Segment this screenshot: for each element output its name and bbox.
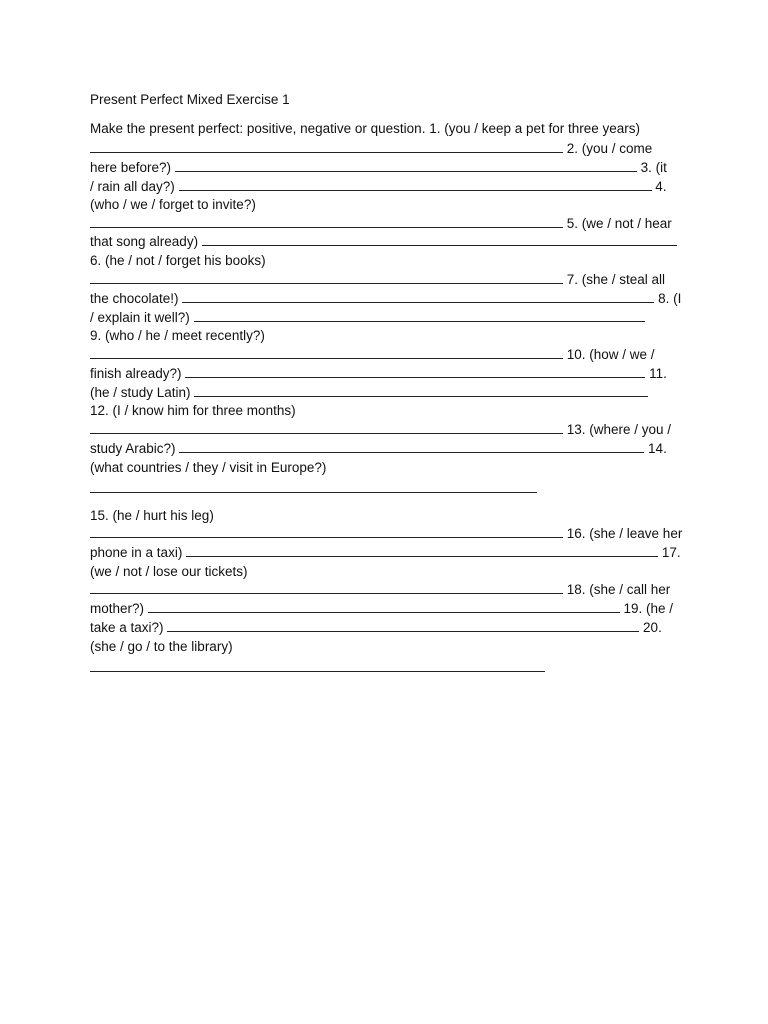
answer-blank[interactable] <box>90 215 563 228</box>
exercise-line <box>90 525 682 543</box>
exercise-line <box>90 252 266 270</box>
answer-blank[interactable] <box>202 233 677 246</box>
line-text: 16. (she / leave her <box>563 526 683 541</box>
answer-blank[interactable] <box>175 159 637 172</box>
line-text: 12. (I / know him for three months) <box>90 403 296 418</box>
answer-blank[interactable] <box>90 140 563 153</box>
exercise-line <box>90 638 233 656</box>
answer-blank[interactable] <box>179 178 652 191</box>
line-text: (he / study Latin) <box>90 385 195 400</box>
line-text: 10. (how / we / <box>563 347 655 362</box>
line-text: the chocolate!) <box>90 291 183 306</box>
exercise-line <box>90 365 667 383</box>
line-text: 4. <box>651 179 667 194</box>
line-text: take a taxi?) <box>90 620 168 635</box>
line-text: 15. (he / hurt his leg) <box>90 508 214 523</box>
line-text: 14. <box>644 441 667 456</box>
answer-blank[interactable] <box>179 440 644 453</box>
exercise-line <box>90 421 671 439</box>
answer-blank[interactable] <box>182 290 654 303</box>
line-text: (what countries / they / visit in Europe?) <box>90 460 327 475</box>
answer-blank[interactable] <box>90 581 563 594</box>
line-text: finish already?) <box>90 366 186 381</box>
exercise-line <box>90 402 296 420</box>
line-text: that song already) <box>90 234 202 249</box>
line-text: phone in a taxi) <box>90 545 187 560</box>
line-text: (we / not / lose our tickets) <box>90 564 248 579</box>
exercise-line <box>90 507 214 525</box>
answer-blank[interactable] <box>186 544 658 557</box>
exercise-line <box>90 178 667 196</box>
line-text: here before?) <box>90 160 175 175</box>
line-text: 3. (it <box>636 160 667 175</box>
exercise-line <box>90 459 326 477</box>
exercise-line <box>90 480 537 498</box>
line-text: 8. (I <box>654 291 682 306</box>
exercise-line <box>90 327 265 345</box>
exercise-line <box>90 159 667 177</box>
exercise-line <box>90 440 667 458</box>
answer-blank[interactable] <box>167 619 639 632</box>
line-text: study Arabic?) <box>90 441 180 456</box>
line-text: 11. <box>645 366 667 381</box>
exercise-line <box>90 271 665 289</box>
answer-blank[interactable] <box>148 600 620 613</box>
exercise-line <box>90 581 670 599</box>
exercise-line <box>90 619 662 637</box>
answer-blank[interactable] <box>194 384 648 397</box>
exercise-line <box>90 659 545 677</box>
exercise-line <box>90 140 652 158</box>
answer-blank[interactable] <box>90 659 545 672</box>
exercise-line <box>90 309 645 327</box>
line-text: 5. (we / not / hear <box>563 216 672 231</box>
line-text: (who / we / forget to invite?) <box>90 197 256 212</box>
line-text: 19. (he / <box>619 601 674 616</box>
line-text: / explain it well?) <box>90 310 194 325</box>
exercise-line <box>90 384 648 402</box>
exercise-line <box>90 346 655 364</box>
answer-blank[interactable] <box>90 525 563 538</box>
exercise-line <box>90 196 256 214</box>
exercise-line <box>90 233 677 251</box>
line-text: Make the present perfect: positive, negative or question. 1. (you / keep a pet for three years) <box>90 121 641 136</box>
answer-blank[interactable] <box>90 346 563 359</box>
exercise-line <box>90 600 673 618</box>
answer-blank[interactable] <box>90 421 563 434</box>
answer-blank[interactable] <box>194 309 645 322</box>
line-text: 6. (he / not / forget his books) <box>90 253 266 268</box>
answer-blank[interactable] <box>90 480 537 493</box>
line-text: 9. (who / he / meet recently?) <box>90 328 265 343</box>
worksheet-title: Present Perfect Mixed Exercise 1 <box>90 92 290 107</box>
line-text: 20. <box>639 620 662 635</box>
exercise-line <box>90 563 248 581</box>
line-text: (she / go / to the library) <box>90 639 233 654</box>
instruction-line <box>90 120 640 138</box>
answer-blank[interactable] <box>185 365 645 378</box>
line-text: 13. (where / you / <box>563 422 672 437</box>
line-text: 2. (you / come <box>563 141 653 156</box>
line-text: 7. (she / steal all <box>563 272 666 287</box>
exercise-line <box>90 215 672 233</box>
answer-blank[interactable] <box>90 271 563 284</box>
line-text: / rain all day?) <box>90 179 179 194</box>
line-text: 18. (she / call her <box>563 582 671 597</box>
line-text: 17. <box>658 545 681 560</box>
line-text: mother?) <box>90 601 148 616</box>
exercise-line <box>90 544 681 562</box>
exercise-line <box>90 290 681 308</box>
